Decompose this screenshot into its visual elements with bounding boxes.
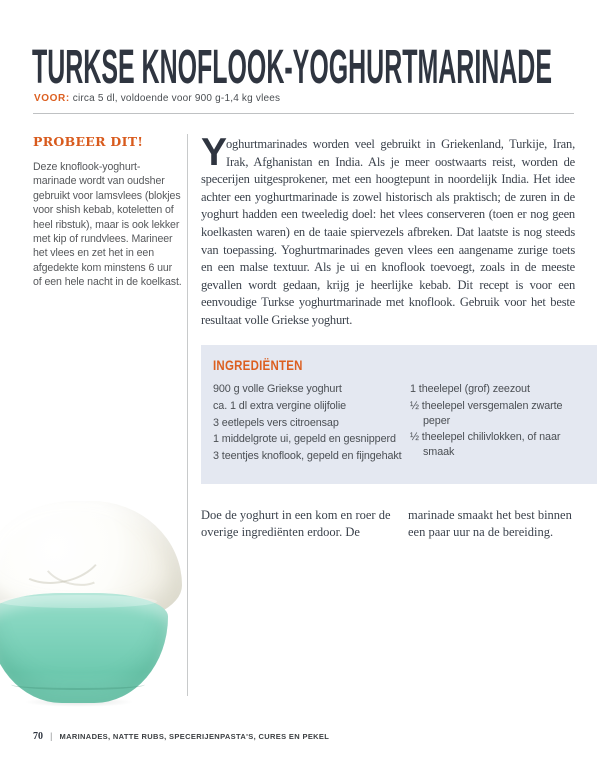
yield-text: circa 5 dl, voldoende voor 900 g-1,4 kg vlees bbox=[72, 93, 281, 104]
instruction-col-left: Doe de yoghurt in een kom en roer de overige ingrediënten erdoor. De bbox=[201, 508, 391, 540]
ingredient-item: ½ theelepel chilivlokken, of naar smaak bbox=[410, 431, 561, 459]
intro-paragraph bbox=[201, 131, 575, 330]
intro-text: oghurtmarinades worden veel gebruikt in Griekenland, Turkije, Iran, Irak, Afghanistan en India. Als je meer oostwaarts reist, worden de specerijen uitgesprokener, met een hoogtepunt in noordelijk India. Het idee achter een yoghurtmarinade is zowel historisch als praktisch; de zuren in de yoghurt hadden een tweeledig doel: het vlees conserveren (toen er nog geen koelkasten waren) en de taaie spiervezels afbreken. Dat laatste is nog steeds van toepassing. Yoghurtmarinades geven vlees een aangename zurige toets en een malse textuur. Als je ui en knoflook toevoegt, zoals in de meeste gevallen wordt gedaan, krijg je heerlijke kebab. Dit recept is voor een eenvoudige Turkse yoghurtmarinade met knoflook. Gebruik voor het beste resultaat volle Griekse yoghurt. bbox=[201, 137, 575, 327]
ingredients-heading: INGREDIËNTEN bbox=[213, 357, 303, 373]
ingredients-box bbox=[201, 345, 597, 484]
yogurt-bowl-photo bbox=[0, 497, 184, 709]
header-rule bbox=[33, 113, 574, 114]
ingredients-columns bbox=[213, 382, 597, 466]
ingredient-item: 900 g volle Griekse yoghurt bbox=[213, 383, 342, 395]
page-footer bbox=[33, 731, 329, 742]
sidebar-text: Deze knoflook-yoghurt-marinade wordt van oudsher gebruikt voor lamsvlees (blokjes voor shish kebab, koteletten of heel ribstuk), maar is ook lekker met kip of rundvlees. Marineer het vlees en zet het in een afgedekte kom minstens 6 uur of een hele nacht in de koelkast. bbox=[33, 161, 182, 289]
sidebar-heading: PROBEER DIT! bbox=[33, 134, 144, 149]
recipe-title: TURKSE KNOFLOOK-YOGHURTMARINADE bbox=[32, 41, 552, 94]
yield-line bbox=[34, 93, 280, 104]
drop-cap: Y bbox=[201, 131, 226, 174]
ingredient-item: 1 theelepel (grof) zeezout bbox=[410, 383, 530, 395]
footer-separator: | bbox=[50, 731, 53, 742]
yield-label: VOOR: bbox=[34, 93, 70, 104]
ingredient-item: 3 teentjes knoflook, gepeld en fijngehakt bbox=[213, 450, 402, 463]
ingredient-item: 3 eetlepels vers citroensap bbox=[213, 416, 339, 429]
ingredient-item: ½ theelepel versgemalen zwarte peper bbox=[410, 399, 563, 427]
teal-bowl bbox=[0, 593, 168, 703]
instruction-col-right: marinade smaakt het best binnen een paar uur na de bereiding. bbox=[408, 508, 572, 540]
ingredient-item: ca. 1 dl extra vergine olijfolie bbox=[213, 399, 347, 412]
page-number: 70 bbox=[33, 731, 43, 742]
ingredient-list-left bbox=[213, 382, 410, 466]
instructions bbox=[201, 507, 586, 541]
ingredient-item: 1 middelgrote ui, gepeld en gesnipperd bbox=[213, 433, 396, 446]
chapter-title: MARINADES, NATTE RUBS, SPECERIJENPASTA'S, CURES EN PEKEL bbox=[59, 732, 330, 741]
sidebar-tip bbox=[33, 134, 183, 290]
ingredient-list-right bbox=[410, 382, 590, 466]
column-divider bbox=[187, 134, 188, 696]
